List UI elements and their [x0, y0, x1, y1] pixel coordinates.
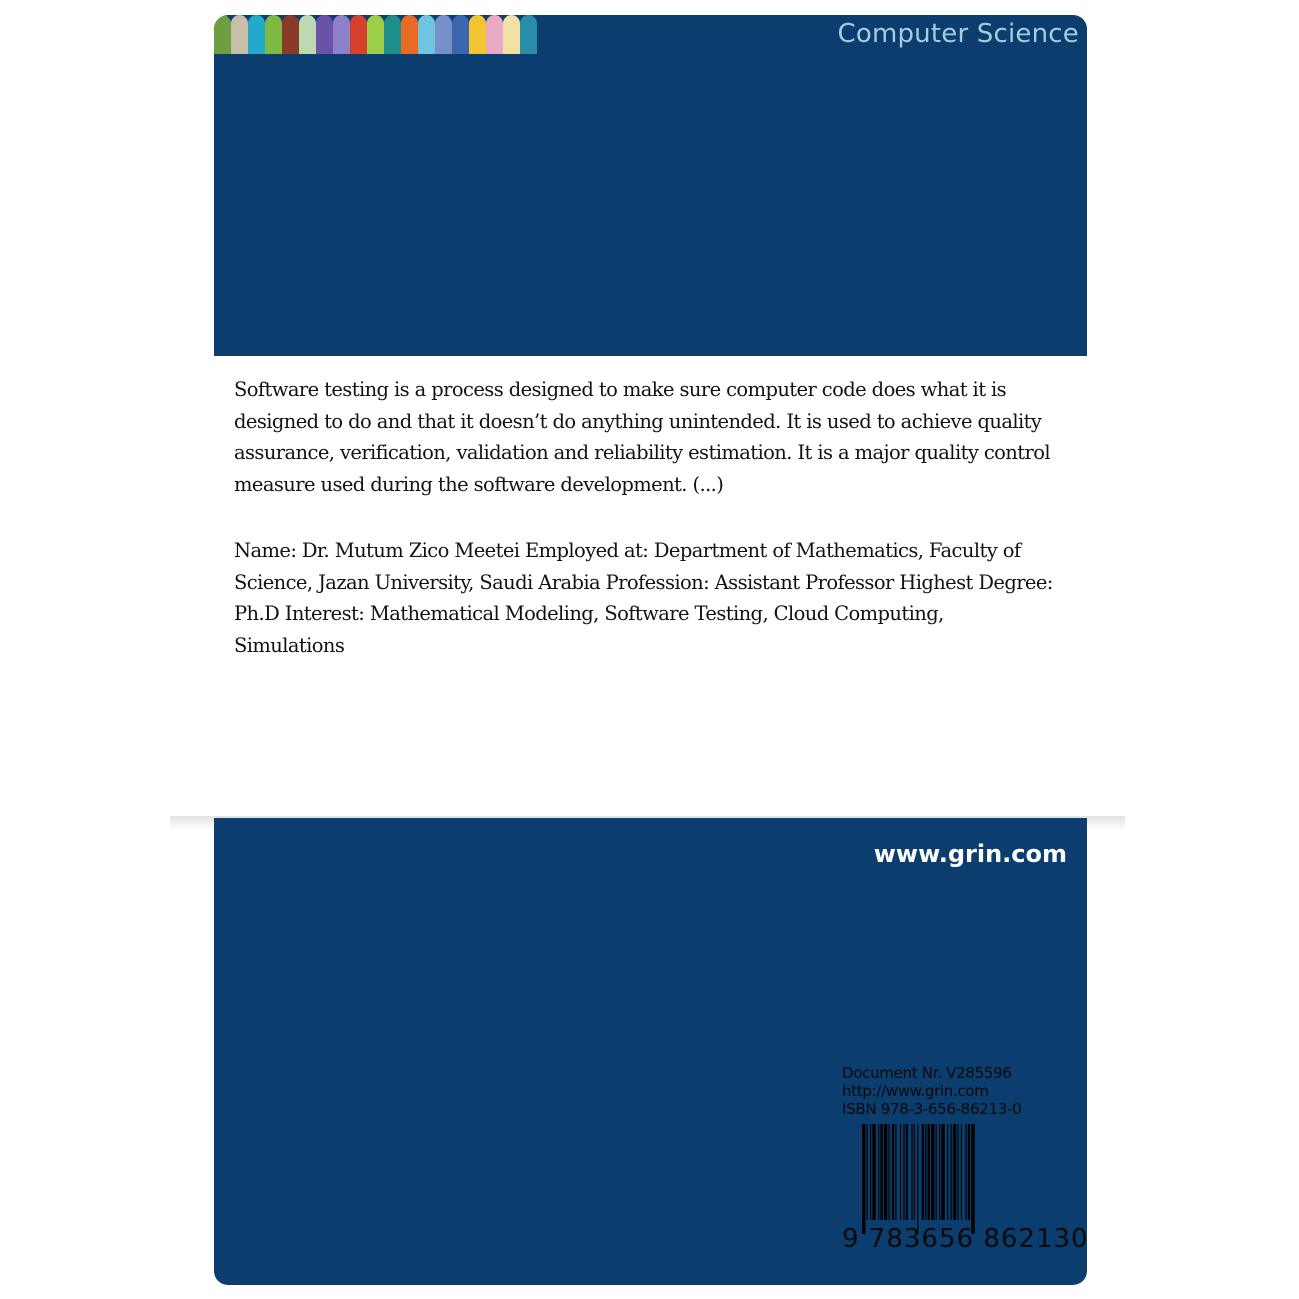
document-number: Document Nr. V285596 [842, 1064, 1012, 1082]
barcode-bar [914, 1124, 915, 1220]
color-stripe [367, 15, 384, 54]
color-stripe [452, 15, 469, 54]
document-url: http://www.grin.com [842, 1082, 989, 1100]
barcode-bar [895, 1124, 896, 1220]
color-stripe [265, 15, 282, 54]
book-description: Software testing is a process designed to make sure computer code does what it is designed to do and that it doesn’t do anything unintended. It is used to achieve quality assurance, verification, validation and reliability estimation. It is a major quality control measure used during the software development. (...) [234, 378, 1050, 497]
color-stripe [316, 15, 333, 54]
cover-top-panel [214, 15, 1087, 356]
barcode-bar [878, 1124, 879, 1220]
color-stripe [418, 15, 435, 54]
barcode-bar [957, 1124, 958, 1220]
barcode-bar [911, 1124, 912, 1220]
barcode-bar [884, 1124, 887, 1220]
barcode-bar [968, 1124, 970, 1220]
barcode-bar [870, 1124, 871, 1220]
barcode-bar [928, 1124, 930, 1220]
barcode-bar [867, 1124, 868, 1220]
isbn-number: ISBN 978-3-656-86213-0 [842, 1100, 1022, 1118]
barcode-bar [966, 1124, 967, 1220]
barcode-bar [862, 1124, 865, 1234]
barcode-bar [872, 1124, 875, 1220]
barcode-bar [917, 1124, 918, 1234]
barcode-digits: 9 783656 862130 [842, 1224, 1089, 1254]
barcode-bar [947, 1124, 948, 1220]
barcode-bar [880, 1124, 882, 1220]
color-stripe [248, 15, 265, 54]
cover-bottom-panel [214, 818, 1087, 1285]
barcode-block [842, 1064, 1089, 1260]
color-stripe [333, 15, 350, 54]
category-label: Computer Science [837, 19, 1079, 49]
barcode-bar [900, 1124, 901, 1220]
color-stripe-bar [214, 15, 537, 54]
barcode-bar [951, 1124, 952, 1220]
barcode-bar [936, 1124, 937, 1220]
color-stripe [486, 15, 503, 54]
color-stripe [214, 15, 231, 54]
color-stripe [299, 15, 316, 54]
color-stripe [503, 15, 520, 54]
barcode-bar [888, 1124, 889, 1220]
color-stripe [384, 15, 401, 54]
barcode-bar [941, 1124, 944, 1220]
barcode-bar [939, 1124, 940, 1220]
barcode-bar [903, 1124, 904, 1220]
barcode-bar [925, 1124, 926, 1220]
color-stripe [520, 15, 537, 54]
barcode-bar [906, 1124, 908, 1220]
color-stripe [231, 15, 248, 54]
color-stripe [282, 15, 299, 54]
barcode-bar [953, 1124, 956, 1220]
barcode-bar [892, 1124, 894, 1220]
color-stripe [401, 15, 418, 54]
color-stripe [350, 15, 367, 54]
publisher-website[interactable]: www.grin.com [873, 840, 1067, 868]
barcode-bar [961, 1124, 962, 1220]
barcode-bar [922, 1124, 924, 1220]
barcode-bar [971, 1124, 974, 1234]
color-stripe [469, 15, 486, 54]
color-stripe [435, 15, 452, 54]
barcode-icon [862, 1124, 1068, 1234]
author-info: Name: Dr. Mutum Zico Meetei Employed at: Department of Mathematics, Faculty of Science, Jazan University, Saudi Arabia Profession: Assistant Professor Highest Degree: Ph.D Interest: Mathematical Modeling, Software Testing, Cloud Computing, Simulations [234, 539, 1053, 658]
barcode-bar [931, 1124, 934, 1220]
